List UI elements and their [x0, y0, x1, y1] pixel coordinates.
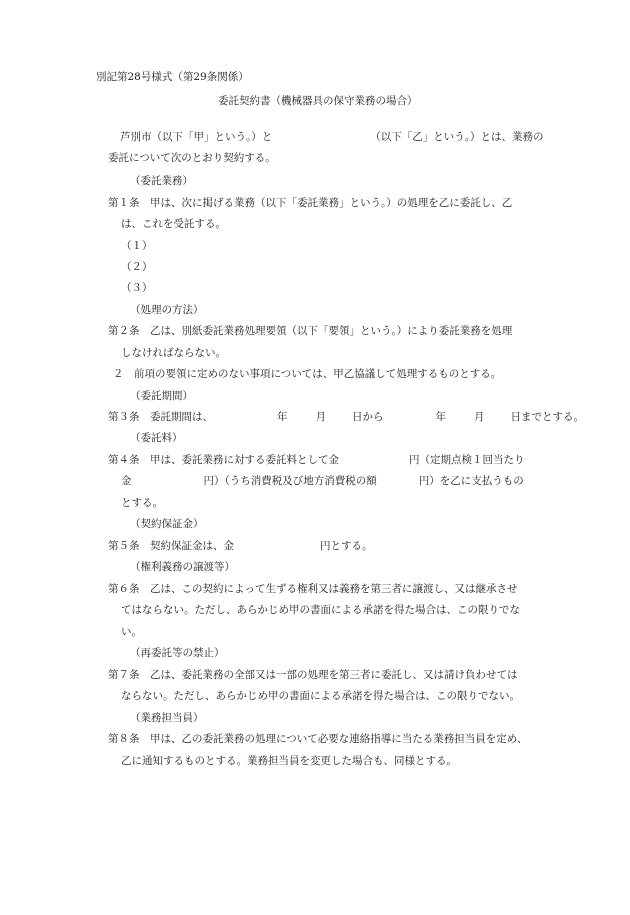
article-7-line-2: ならない。ただし、あらかじめ甲の書面による承諾を得た場合は、この限りでない。 [121, 690, 520, 702]
article-1-heading: （委託業務） [130, 175, 193, 187]
period-start-day: 日から [352, 411, 384, 423]
form-number: 別記第28号様式（第29条関係） [96, 71, 249, 83]
article-6-line-1: 第６条 乙は、この契約によって生ずる権利又は義務を第三者に譲渡し、又は継承させ [108, 583, 518, 595]
fee-tax-lead: 円）（うち消費税及び地方消費税の額 [203, 475, 377, 487]
article-3-heading: （委託期間） [130, 390, 193, 402]
period-start-year: 年 [277, 411, 288, 423]
intro-line-2: 委託について次のとおり契約する。 [108, 152, 276, 164]
article-6-line-3: い。 [121, 626, 142, 638]
article-2-line-2: しなければならない。 [121, 347, 226, 359]
period-start-month: 月 [315, 411, 326, 423]
article-2-paragraph-2: ２ 前項の要領に定めのない事項については、甲乙協議して処理するものとする。 [113, 368, 502, 380]
period-end-month: 月 [474, 411, 485, 423]
article-5-heading: （契約保証金） [130, 518, 204, 530]
intro-party-a: 芦別市（以下「甲」という。）と [120, 131, 273, 143]
article-4-heading: （委託料） [130, 432, 183, 444]
article-4-line-1 [108, 453, 525, 467]
fee-payment: 円）を乙に支払うもの [418, 475, 524, 487]
article-8-line-1: 第８条 甲は、乙の委託業務の処理について必要な連絡指導に当たる業務担当員を定め、 [108, 733, 528, 745]
deposit-yen: 円とする。 [320, 540, 373, 552]
intro-party-b: （以下「乙」という。）とは、業務の [370, 131, 544, 143]
article-4-line-2 [121, 474, 524, 488]
article-8-line-2: 乙に通知するものとする。業務担当員を変更した場合も、同様とする。 [121, 755, 457, 767]
article-1-line-1: 第１条 甲は、次に掲げる業務（以下「委託業務」という。）の処理を乙に委託し、乙 [108, 197, 513, 209]
article-3-period [108, 410, 584, 424]
article-1-line-2: は、これを受託する。 [121, 218, 226, 230]
article-1-item-1: （１） [121, 240, 153, 252]
fee-lead: 第４条 甲は、委託業務に対する委託料として金 [108, 454, 339, 466]
article-1-item-3: （３） [121, 282, 153, 294]
article-2-heading: （処理の方法） [130, 304, 204, 316]
article-6-heading: （権利義務の譲渡等） [130, 561, 235, 573]
document-title: 委託契約書（機械器具の保守業務の場合） [218, 95, 418, 107]
article-7-line-1: 第７条 乙は、委託業務の全部又は一部の処理を第三者に委託し、又は請け負わせては [108, 669, 518, 681]
period-end-day: 日までとする。 [510, 411, 584, 423]
article-6-line-2: てはならない。ただし、あらかじめ甲の書面による承諾を得た場合は、この限りでな [121, 604, 520, 616]
article-8-heading: （業務担当員） [130, 712, 204, 724]
article-1-item-2: （２） [121, 261, 153, 273]
deposit-lead: 第５条 契約保証金は、金 [108, 540, 234, 552]
period-end-year: 年 [435, 411, 446, 423]
article-7-heading: （再委託等の禁止） [130, 647, 225, 659]
fee-yen: 円（定期点検１回当たり [409, 454, 525, 466]
fee-per-inspection-lead: 金 [121, 475, 132, 487]
period-lead: 第３条 委託期間は、 [108, 411, 213, 423]
intro-line-1 [120, 130, 544, 144]
article-5-line-1 [108, 539, 373, 553]
article-2-line-1: 第２条 乙は、別紙委託業務処理要領（以下「要領」という。）により委託業務を処理 [108, 325, 513, 337]
article-4-line-3: とする。 [121, 497, 163, 509]
